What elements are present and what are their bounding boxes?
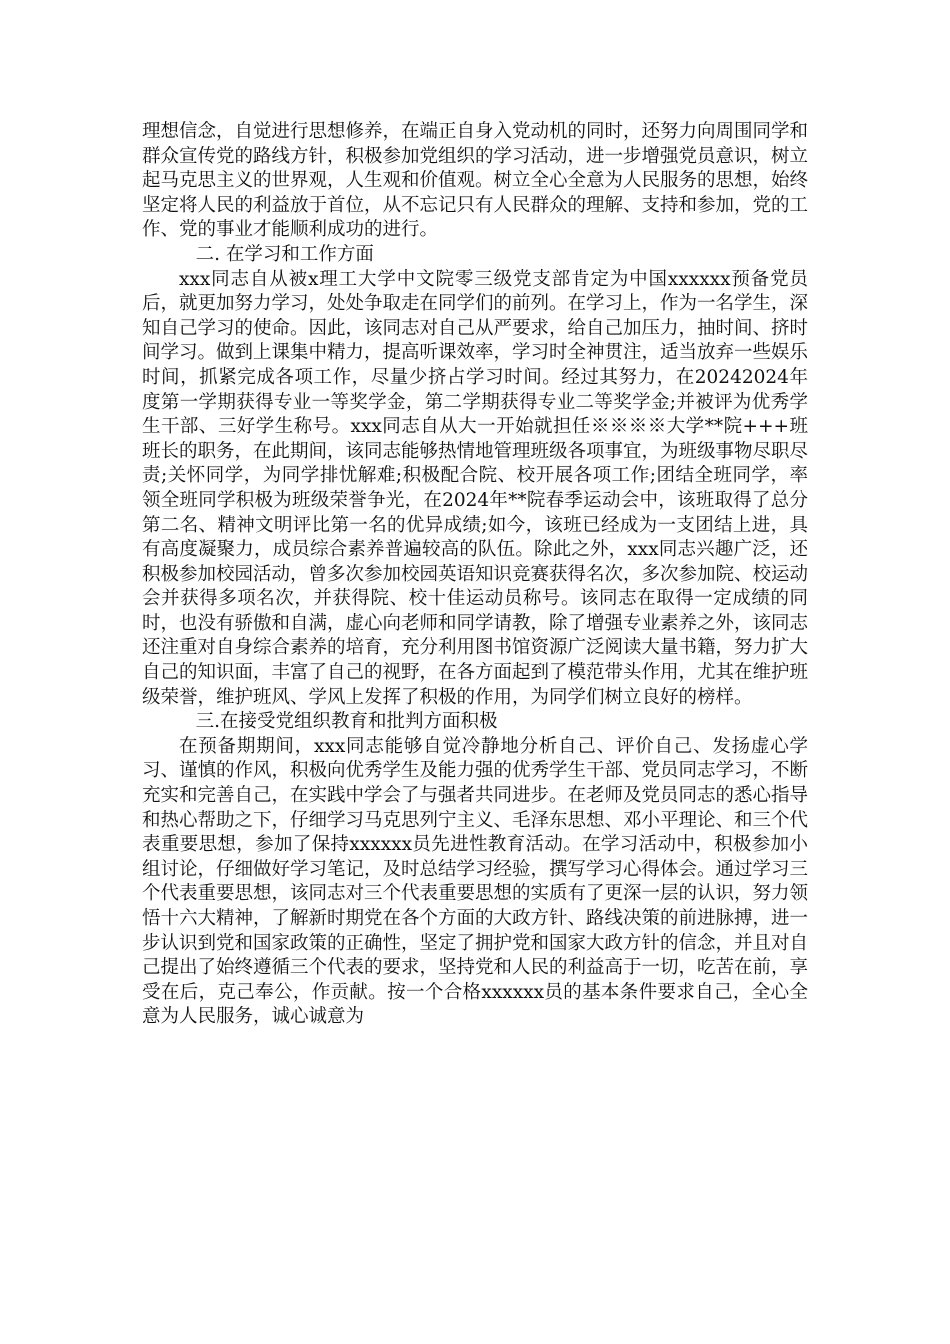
paragraph-continuation: 理想信念，自觉进行思想修养，在端正自身入党动机的同时，还努力向周围同学和群众宣传党的路线方针，积极参加党组织的学习活动，进一步增强党员意识，树立起马克思主义的世界观，人生观和价值观。树立全心全意为人民服务的思想，始终坚定将人民的利益放于首位，从不忘记只有人民群众的理解、支持和参加，党的工作、党的事业才能顺利成功的进行。 [142, 121, 809, 241]
document-page [142, 120, 808, 1030]
paragraph-study-work: xxx同志自从被x理工大学中文院零三级党支部肯定为中国xxxxxx预备党员后，就更加努力学习，处处争取走在同学们的前列。在学习上，作为一名学生，深知自己学习的使命。因此，该同志对自己从严要求，给自己加压力，抽时间、挤时间学习。做到上课集中精力，提高听课效率，学习时全神贯注，适当放弃一些娱乐时间，抓紧完成各项工作，尽量少挤占学习时间。经过其努力，在20242024年度第一学期获得专业一等奖学金，第二学期获得专业二等奖学金;并被评为优秀学生干部、三好学生称号。xxx同志自从大一开始就担任※※※※大学**院+++班班长的职务，在此期间，该同志能够热情地管理班级各项事宜，为班级事物尽职尽责;关怀同学，为同学排忧解难;积极配合院、校开展各项工作;团结全班同学，率领全班同学积极为班级荣誉争光，在2024年**院春季运动会中，该班取得了总分第二名、精神文明评比第一名的优异成绩;如今，该班已经成为一支团结上进，具有高度凝聚力，成员综合素养普遍较高的队伍。除此之外，xxx同志兴趣广泛，还积极参加校园活动，曾多次参加校园英语知识竞赛获得名次，多次参加院、校运动会并获得多项名次，并获得院、校十佳运动员称号。该同志在取得一定成绩的同时，也没有骄傲和自满，虚心向老师和同学请教，除了增强专业素养之外，该同志还注重对自身综合素养的培育，充分利用图书馆资源广泛阅读大量书籍，努力扩大自己的知识面，丰富了自己的视野，在各方面起到了模范带头作用，尤其在维护班级荣誉，维护班风、学风上发挥了积极的作用，为同学们树立良好的榜样。 [142, 268, 809, 708]
paragraph-party-education: 在预备期期间，xxx同志能够自觉冷静地分析自己、评价自己、发扬虚心学习、谨慎的作风，积极向优秀学生及能力强的优秀学生干部、党员同志学习，不断充实和完善自己，在实践中学会了与强者共同进步。在老师及党员同志的悉心指导和热心帮助之下，仔细学习马克思列宁主义、毛泽东思想、邓小平理论、和三个代表重要思想，参加了保持xxxxxx员先进性教育活动。在学习活动中，积极参加小组讨论，仔细做好学习笔记，及时总结学习经验，撰写学习心得体会。通过学习三个代表重要思想，该同志对三个代表重要思想的实质有了更深一层的认识，努力领悟十六大精神，了解新时期党在各个方面的大政方针、路线决策的前进脉搏，进一步认识到党和国家政策的正确性，坚定了拥护党和国家大政方针的信念，并且对自己提出了始终遵循三个代表的要求，坚持党和人民的利益高于一切，吃苦在前，享受在后，克己奉公，作贡献。按一个合格xxxxxx员的基本条件要求自己，全心全意为人民服务，诚心诚意为 [142, 735, 809, 1028]
section-heading-study-work: 二. 在学习和工作方面 [195, 243, 374, 265]
section-heading-party-education: 三.在接受党组织教育和批判方面积极 [195, 711, 498, 733]
